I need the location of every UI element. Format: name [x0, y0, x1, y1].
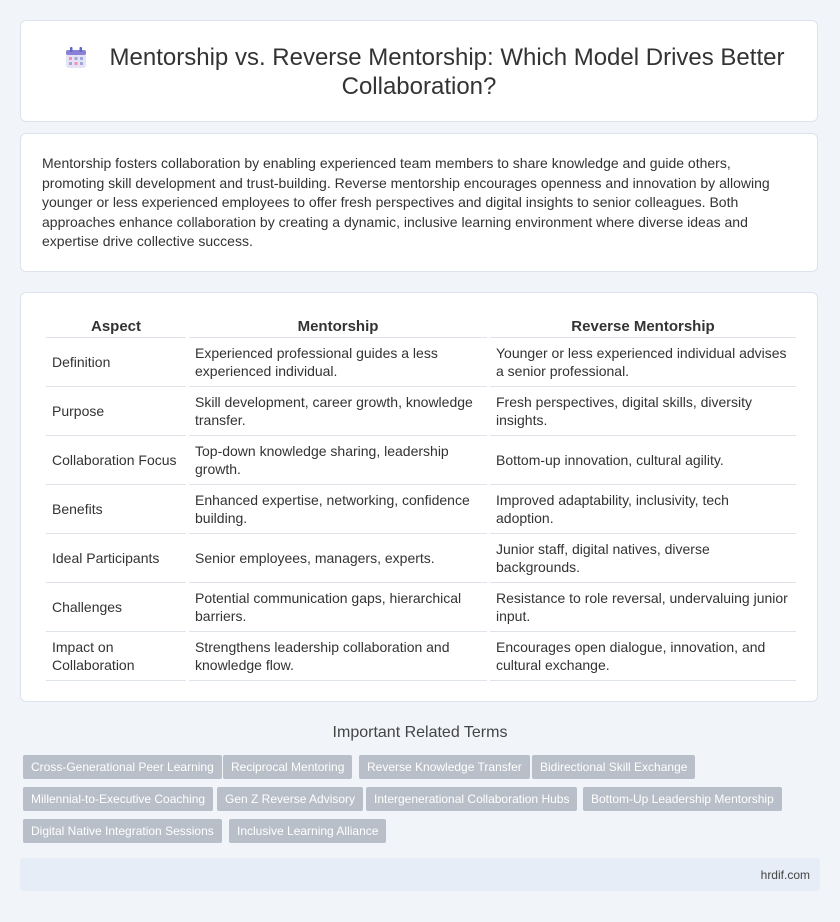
- table-cell: Collaboration Focus: [46, 436, 186, 485]
- table-cell: Enhanced expertise, networking, confidence building.: [189, 485, 487, 534]
- table-cell: Strengthens leadership collaboration and knowledge flow.: [189, 632, 487, 681]
- table-row: [46, 632, 796, 681]
- table-cell: Challenges: [46, 583, 186, 632]
- table-cell: Experienced professional guides a less experienced individual.: [189, 338, 487, 387]
- page-title: [21, 43, 817, 101]
- related-term-tag[interactable]: Millennial-to-Executive Coaching: [23, 787, 213, 811]
- table-cell: Fresh perspectives, digital skills, diversity insights.: [490, 387, 796, 436]
- related-term-tag[interactable]: Gen Z Reverse Advisory: [217, 787, 363, 811]
- table-cell: Impact on Collaboration: [46, 632, 186, 681]
- title-line-2: Collaboration?: [341, 73, 497, 100]
- table-cell: Skill development, career growth, knowledge transfer.: [189, 387, 487, 436]
- table-row: [46, 583, 796, 632]
- table-cell: Younger or less experienced individual advises a senior professional.: [490, 338, 796, 387]
- table-cell: Top-down knowledge sharing, leadership growth.: [189, 436, 487, 485]
- table-cell: Senior employees, managers, experts.: [189, 534, 487, 583]
- table-header-row: [46, 315, 796, 338]
- table-cell: Ideal Participants: [46, 534, 186, 583]
- related-term-tag[interactable]: Reverse Knowledge Transfer: [359, 755, 530, 779]
- table-row: [46, 485, 796, 534]
- table-cell: Definition: [46, 338, 186, 387]
- table-cell: Benefits: [46, 485, 186, 534]
- related-term-tag[interactable]: Bottom-Up Leadership Mentorship: [583, 787, 782, 811]
- table-cell: Potential communication gaps, hierarchical barriers.: [189, 583, 487, 632]
- table-cell: Purpose: [46, 387, 186, 436]
- header-aspect: Aspect: [46, 315, 186, 338]
- related-term-tag[interactable]: Intergenerational Collaboration Hubs: [366, 787, 577, 811]
- table-row: [46, 387, 796, 436]
- footer-site-link[interactable]: hrdif.com: [760, 868, 810, 882]
- related-term-tag[interactable]: Digital Native Integration Sessions: [23, 819, 222, 843]
- comparison-table: [43, 315, 799, 681]
- title-line-1: Mentorship vs. Reverse Mentorship: Which Model Drives Better: [109, 44, 785, 71]
- table-cell: Junior staff, digital natives, diverse backgrounds.: [490, 534, 796, 583]
- header-reverse-mentorship: Reverse Mentorship: [490, 315, 796, 338]
- related-term-tag[interactable]: Reciprocal Mentoring: [223, 755, 352, 779]
- related-terms-title: Important Related Terms: [332, 724, 508, 741]
- footer: [20, 858, 820, 891]
- title-card: [20, 20, 818, 122]
- table-cell: Resistance to role reversal, undervaluing junior input.: [490, 583, 796, 632]
- table-cell: Improved adaptability, inclusivity, tech adoption.: [490, 485, 796, 534]
- table-row: [46, 436, 796, 485]
- related-term-tag[interactable]: Bidirectional Skill Exchange: [532, 755, 695, 779]
- table-row: [46, 338, 796, 387]
- related-term-tag[interactable]: Cross-Generational Peer Learning: [23, 755, 222, 779]
- related-term-tag[interactable]: Inclusive Learning Alliance: [229, 819, 386, 843]
- table-row: [46, 534, 796, 583]
- header-mentorship: Mentorship: [189, 315, 487, 338]
- table-cell: Encourages open dialogue, innovation, and cultural exchange.: [490, 632, 796, 681]
- intro-paragraph: Mentorship fosters collaboration by enabling experienced team members to share knowledge and guide others, promoting skill development and trust-building. Reverse mentorship encourages openness and innovation by allowing younger or less experienced employees to offer fresh perspectives and digital insights to senior colleagues. Both approaches enhance collaboration by creating a dynamic, inclusive learning environment where diverse ideas and expertise drive collective success.: [42, 155, 770, 249]
- table-cell: Bottom-up innovation, cultural agility.: [490, 436, 796, 485]
- intro-card: [20, 133, 818, 272]
- comparison-card: [20, 292, 818, 702]
